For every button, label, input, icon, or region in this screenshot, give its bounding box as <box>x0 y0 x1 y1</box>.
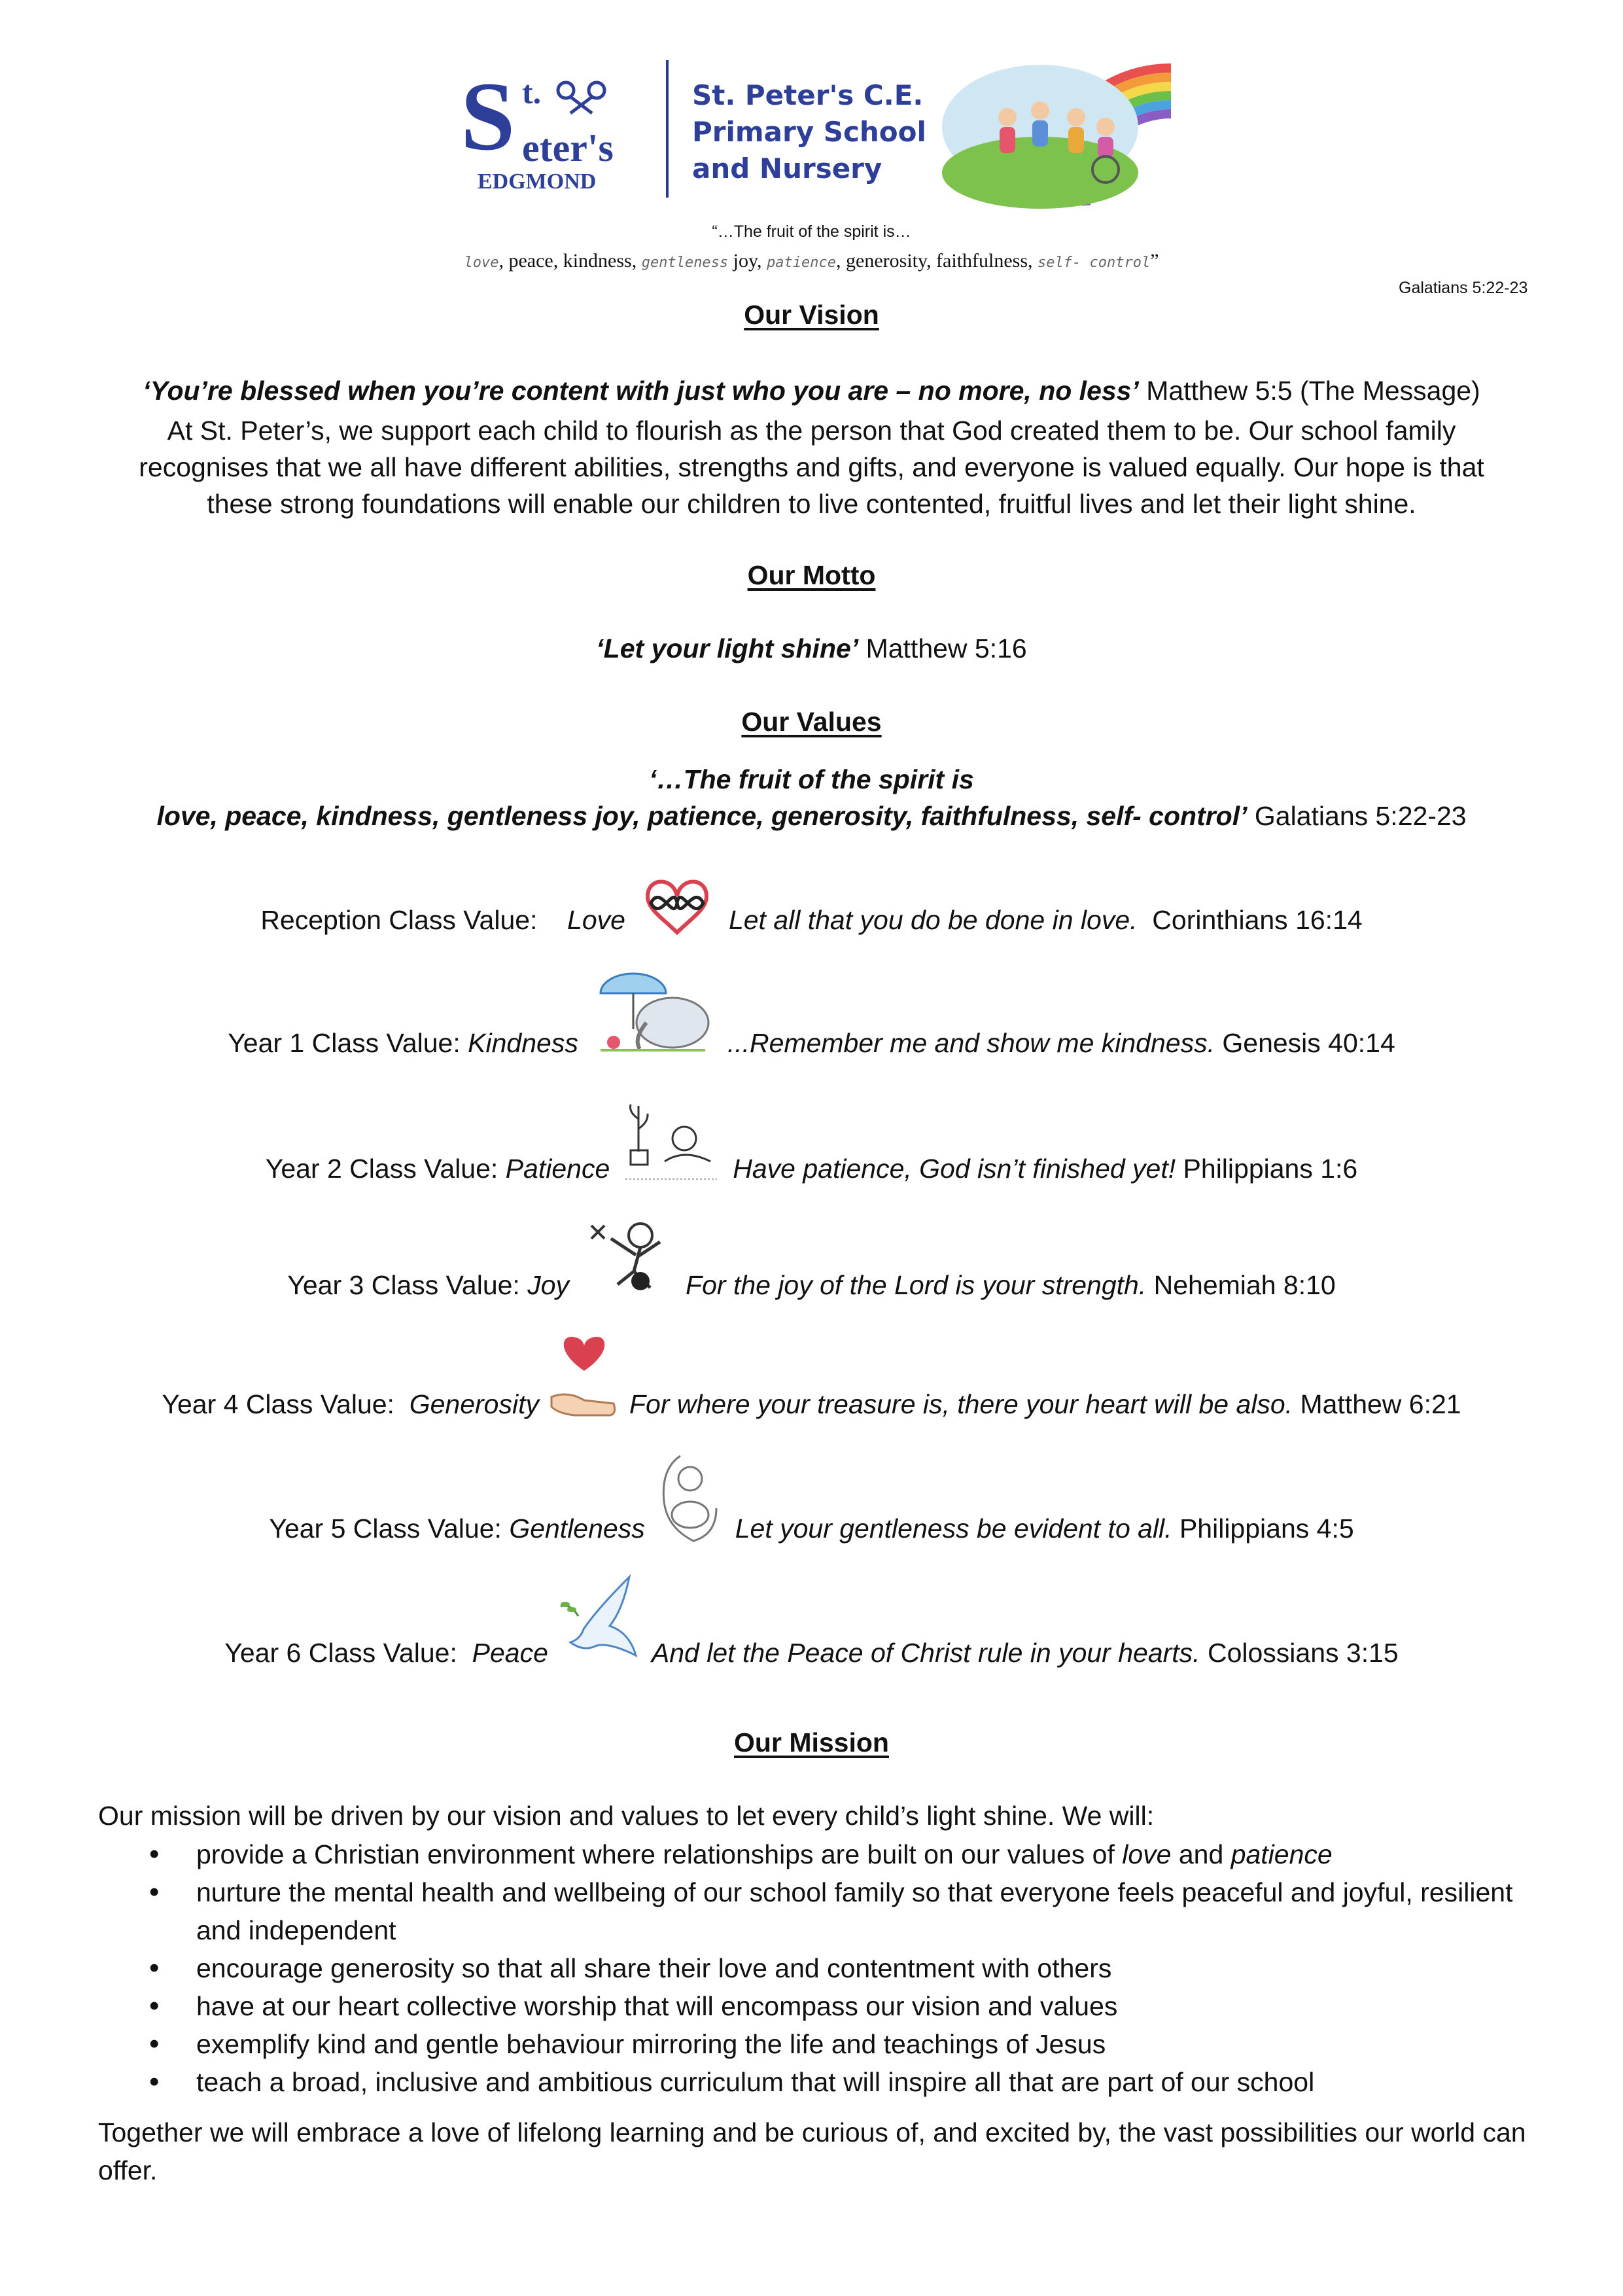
mission-item-love: love <box>1122 1839 1172 1869</box>
values-line-2 <box>0 801 1623 832</box>
class-value: Patience <box>505 1154 610 1184</box>
mission-item: • exemplify kind and gentle behaviour mirroring the life and teachings of Jesus <box>98 2025 1524 2063</box>
fruit-end: ” <box>1150 250 1159 272</box>
mission-heading: Our Mission <box>734 1727 889 1757</box>
class-value-row <box>0 1086 1623 1184</box>
fruit-intro: “…The fruit of the spirit is… <box>712 222 911 241</box>
mission-item-patience: patience <box>1230 1839 1333 1869</box>
motto-ref: Matthew 5:16 <box>858 633 1027 663</box>
class-label: Year 2 Class Value: <box>265 1154 506 1184</box>
class-value: Love <box>567 905 625 935</box>
mother-child-icon <box>654 1449 726 1544</box>
class-label: Year 1 Class Value: <box>228 1028 468 1058</box>
header-divider <box>666 60 669 198</box>
crossed-keys-icon <box>558 82 604 113</box>
mission-closing: Together we will embrace a love of lifelong learning and be curious of, and excited by, the vast possibilities our world can offer. <box>98 2117 1526 2185</box>
class-value-row <box>0 1446 1623 1544</box>
class-value-row <box>0 851 1623 936</box>
logo-peters: eter's <box>522 126 614 169</box>
heart-hand-icon <box>548 1332 620 1420</box>
logo-edgmond: EDGMOND <box>478 169 597 194</box>
mission-item: • nurture the mental health and wellbeing of our school family so that everyone feels peaceful and joyful, resilient and independent <box>98 1873 1524 1949</box>
mission-item-text: and <box>1171 1839 1231 1869</box>
infinity-heart-icon <box>635 864 720 936</box>
class-verse-ref: Colossians 3:15 <box>1200 1638 1399 1668</box>
class-verse-ref: Philippians 4:5 <box>1172 1513 1354 1544</box>
mission-item: • teach a broad, inclusive and ambitious curriculum that will inspire all that are part of our school <box>98 2063 1524 2101</box>
class-verse-ref: Genesis 40:14 <box>1214 1028 1395 1058</box>
fruit-text: , generosity, faithfulness, <box>836 250 1038 272</box>
fruit-love: love <box>464 255 499 271</box>
class-value-row <box>0 961 1623 1059</box>
fruit-joy: joy, <box>728 250 767 272</box>
class-verse: ...Remember me and show me kindness. <box>727 1028 1215 1058</box>
mission-item: • encourage generosity so that all share their love and contentment with others <box>98 1949 1524 1987</box>
logo-letter-s: S <box>461 77 515 171</box>
class-label: Year 3 Class Value: <box>287 1270 528 1300</box>
elephant-umbrella-icon <box>587 967 718 1059</box>
vision-heading: Our Vision <box>744 300 879 330</box>
values-line-1: ‘…The fruit of the spirit is <box>649 764 974 794</box>
class-value: Peace <box>472 1638 548 1668</box>
class-value: Kindness <box>468 1028 578 1058</box>
school-name-line: St. Peter's C.E. <box>692 79 924 111</box>
class-verse-ref: Corinthians 16:14 <box>1137 905 1363 935</box>
fruit-gentleness: gentleness <box>641 255 729 271</box>
class-value: Generosity <box>409 1389 539 1419</box>
school-name-line: Primary School <box>692 116 926 148</box>
class-verse-ref: Nehemiah 8:10 <box>1146 1270 1336 1300</box>
values-fruits: love, peace, kindness, gentleness joy, patience, generosity, faithfulness, self- control’ <box>156 801 1248 831</box>
mission-intro: Our mission will be driven by our vision and values to let every child’s light shine. We will: <box>98 1801 1155 1831</box>
children-rainbow-illustration <box>942 42 1184 213</box>
class-label: Year 6 Class Value: <box>224 1638 472 1668</box>
fruit-list <box>0 250 1623 272</box>
child-plant-icon <box>619 1093 724 1184</box>
class-value-row <box>0 1328 1623 1420</box>
class-verse-ref: Matthew 6:21 <box>1293 1389 1461 1419</box>
mission-item-text: provide a Christian environment where relationships are built on our values of <box>196 1839 1123 1869</box>
class-verse: And let the Peace of Christ rule in your hearts. <box>651 1638 1200 1668</box>
class-verse-ref: Philippians 1:6 <box>1176 1154 1358 1184</box>
values-heading: Our Values <box>741 707 882 737</box>
values-ref: Galatians 5:22-23 <box>1247 801 1467 831</box>
dove-icon <box>557 1570 642 1669</box>
school-name <box>692 77 926 187</box>
class-value: Gentleness <box>509 1513 645 1544</box>
vision-quote-line <box>0 376 1623 406</box>
mission-list <box>98 1835 1524 2101</box>
logo-st: t. <box>522 77 542 111</box>
fruit-text: , peace, kindness, <box>498 250 642 272</box>
class-value-row <box>0 1570 1623 1669</box>
class-label: Year 5 Class Value: <box>269 1513 510 1544</box>
class-value-row <box>0 1209 1623 1301</box>
class-verse: For where your treasure is, there your heart will be also. <box>629 1389 1293 1419</box>
class-verse: For the joy of the Lord is your strength. <box>686 1270 1147 1300</box>
motto-line <box>0 633 1623 664</box>
motto-heading: Our Motto <box>747 560 876 590</box>
school-logo <box>458 77 621 202</box>
class-verse: Let your gentleness be evident to all. <box>735 1513 1172 1544</box>
mission-item <box>98 1835 1524 1873</box>
motto-text: ‘Let your light shine’ <box>596 633 859 663</box>
class-label: Reception Class Value: <box>260 905 568 935</box>
galatians-reference: Galatians 5:22-23 <box>1399 279 1528 297</box>
class-verse: Let all that you do be done in love. <box>728 905 1138 935</box>
jumping-child-icon <box>578 1212 676 1301</box>
fruit-patience: patience <box>767 255 837 271</box>
class-verse: Have patience, God isn’t finished yet! <box>733 1154 1176 1184</box>
class-label: Year 4 Class Value: <box>162 1389 410 1419</box>
mission-item: • have at our heart collective worship that will encompass our vision and values <box>98 1987 1524 2025</box>
vision-quote-ref: Matthew 5:5 (The Message) <box>1138 376 1480 406</box>
class-value: Joy <box>527 1270 570 1300</box>
school-name-line: and Nursery <box>692 152 882 185</box>
vision-quote: ‘You’re blessed when you’re content with just who you are – no more, no less’ <box>143 376 1139 406</box>
vision-body: At St. Peter’s, we support each child to flourish as the person that God created them to be. Our school family recognises that we all have different abilities, strengths and gifts, and everyone is valued equally. Our hope is that these strong foundations will enable our children to live contented, fruitful lives and let their light shine. <box>139 415 1484 519</box>
fruit-self-control: self- control <box>1038 255 1151 271</box>
